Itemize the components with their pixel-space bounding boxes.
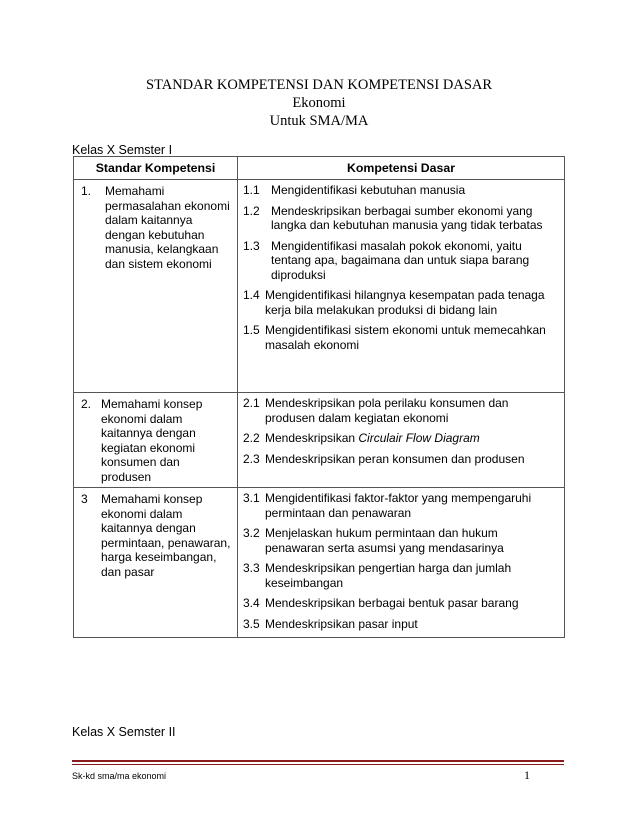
table-header-row — [74, 157, 565, 180]
table-row — [74, 393, 565, 488]
document-title — [0, 76, 638, 130]
kd-item — [243, 431, 559, 446]
kd-number: 1.1 — [243, 183, 260, 197]
kd-text: Mendeskripsikan berbagai bentuk pasar barang — [265, 596, 519, 610]
kd-text-italic: Circulair Flow Diagram — [358, 431, 480, 445]
table-row — [74, 180, 565, 393]
kd-text: Mendeskripsikan pengertian harga dan jumlah keseimbangan — [265, 561, 512, 590]
kd-number: 2.2 — [243, 431, 260, 445]
kd-item — [243, 396, 559, 425]
competency-table — [73, 156, 565, 638]
kd-number: 1.5 — [243, 323, 260, 337]
kd-item — [243, 204, 559, 233]
kd-number: 1.3 — [243, 238, 260, 253]
page-number: 1 — [524, 768, 530, 782]
footer-rule-thick — [72, 760, 564, 762]
kd-text: Mengidentifikasi kebutuhan manusia — [271, 183, 466, 197]
kd-text: Mengidentifikasi masalah pokok ekonomi, yaitu tentang apa, bagaimana dan untuk siapa barang diproduksi — [271, 238, 530, 282]
kd-text — [265, 431, 559, 446]
kd-number: 3.4 — [243, 596, 260, 610]
kd-number: 3.3 — [243, 561, 260, 575]
kd-item — [243, 491, 559, 520]
kd-number: 2.3 — [243, 451, 260, 466]
table-row — [74, 488, 565, 638]
kd-item — [243, 617, 559, 632]
kd-text: Menjelaskan hukum permintaan dan hukum penawaran serta asumsi yang mendasarinya — [265, 526, 504, 555]
title-line-1: STANDAR KOMPETENSI DAN KOMPETENSI DASAR — [145, 77, 493, 93]
kompetensi-dasar-cell — [239, 489, 563, 636]
sk-text: Memahami konsep ekonomi dalam kaitannya dengan kegiatan ekonomi konsumen dan produsen — [101, 397, 203, 484]
footer-document-name: Sk-kd sma/ma ekonomi — [72, 771, 167, 781]
kd-text: Mendeskripsikan pola perilaku konsumen dan produsen dalam kegiatan ekonomi — [265, 396, 509, 425]
title-line-3: Untuk SMA/MA — [269, 113, 369, 129]
sk-number: 1. — [81, 184, 92, 198]
standar-kompetensi-cell — [75, 489, 236, 581]
kd-item — [243, 561, 559, 590]
kd-item — [243, 323, 559, 352]
footer-rule-thin — [72, 764, 564, 765]
semester-2-label: Kelas X Semster II — [72, 725, 176, 739]
kd-number: 1.4 — [243, 288, 260, 302]
kd-item — [243, 596, 559, 611]
kd-number: 1.2 — [243, 203, 260, 218]
kd-number: 3.5 — [243, 616, 260, 631]
kd-number: 3.1 — [243, 491, 260, 505]
kd-item — [243, 526, 559, 555]
kd-item — [243, 239, 559, 283]
header-kompetensi-dasar: Kompetensi Dasar — [238, 157, 565, 180]
standar-kompetensi-cell — [75, 394, 236, 486]
kd-text: Mengidentifikasi sistem ekonomi untuk memecahkan masalah ekonomi — [265, 323, 546, 352]
kompetensi-dasar-cell — [239, 394, 563, 471]
kd-text: Mengidentifikasi faktor-faktor yang mempengaruhi permintaan dan penawaran — [265, 491, 532, 520]
kd-text: Mendeskripsikan berbagai sumber ekonomi yang langka dan kebutuhan manusia yang tidak terbatas — [271, 203, 543, 232]
kd-text-plain: Mendeskripsikan — [265, 431, 356, 445]
sk-text: Memahami konsep ekonomi dalam kaitannya dengan permintaan, penawaran, harga keseimbangan, dan pasar — [101, 492, 231, 579]
kd-item — [243, 183, 559, 198]
sk-number: 3 — [81, 492, 88, 506]
sk-number: 2. — [81, 397, 92, 411]
kd-number: 2.1 — [243, 396, 260, 410]
kd-text: Mendeskripsikan pasar input — [265, 616, 418, 631]
kd-text: Mendeskripsikan peran konsumen dan produsen — [265, 451, 525, 466]
kd-number: 3.2 — [243, 526, 260, 540]
sk-text: Memahami permasalahan ekonomi dalam kaitannya dengan kebutuhan manusia, kelangkaan dan sistem ekonomi — [105, 184, 230, 271]
standar-kompetensi-cell — [75, 181, 236, 273]
semester-1-label: Kelas X Semster I — [72, 143, 173, 157]
kompetensi-dasar-cell — [239, 181, 563, 357]
kd-text: Mengidentifikasi hilangnya kesempatan pada tenaga kerja bila melakukan produksi di bidang lain — [265, 288, 545, 317]
kd-item — [243, 288, 559, 317]
header-standar-kompetensi: Standar Kompetensi — [74, 157, 238, 180]
kd-item — [243, 452, 559, 467]
title-line-2: Ekonomi — [292, 95, 346, 111]
